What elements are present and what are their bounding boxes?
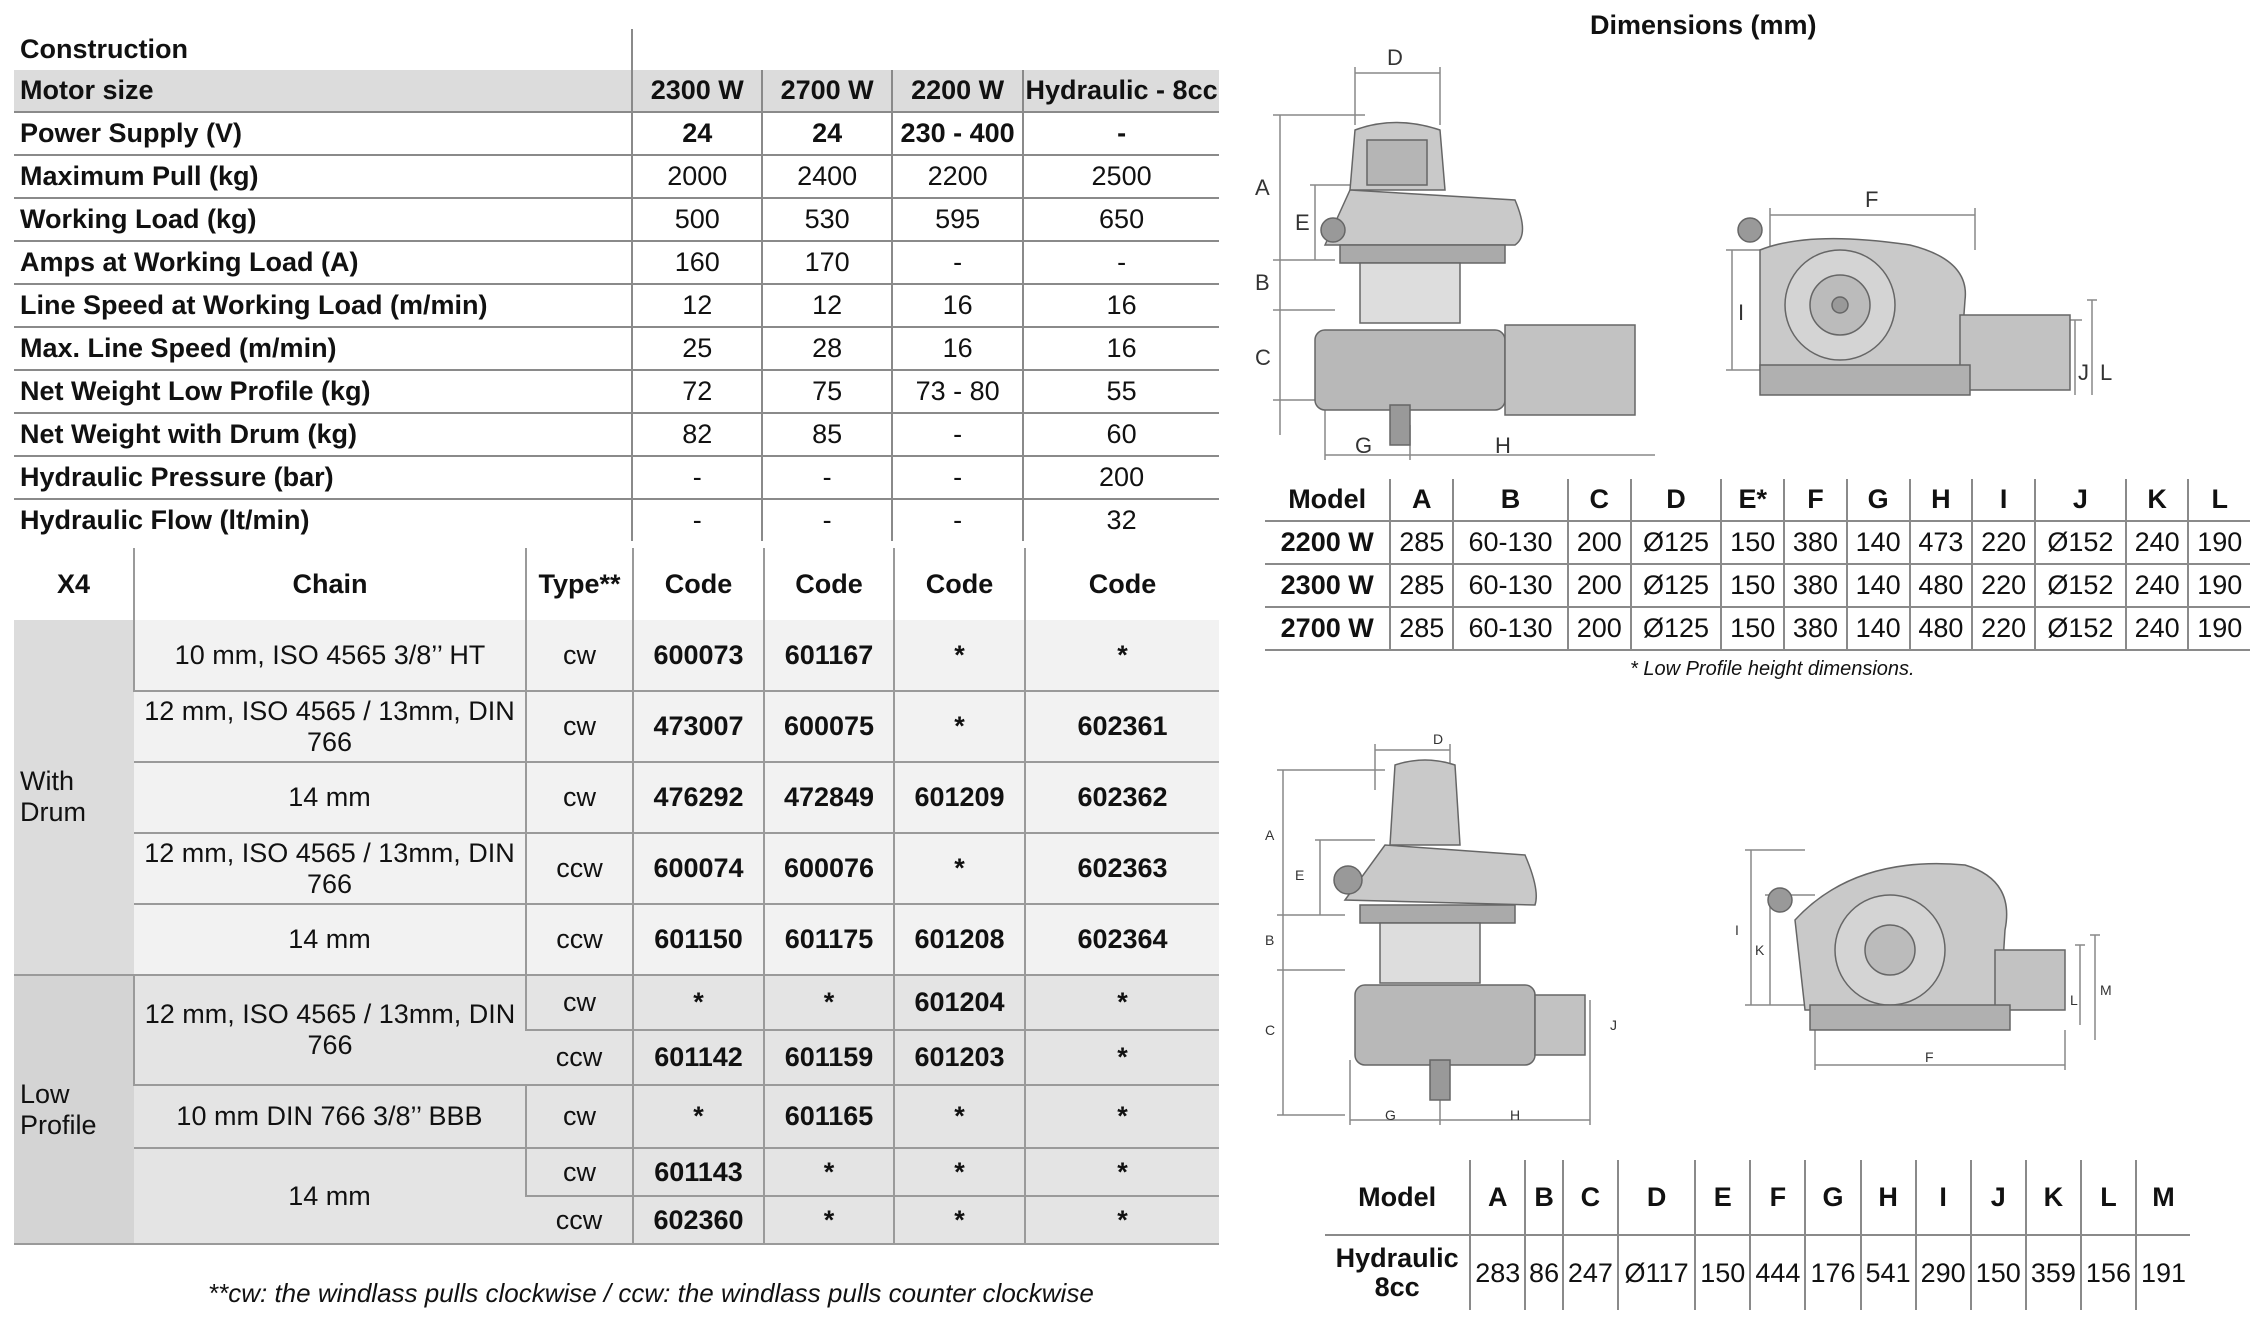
dim-label-c: C [1255,345,1271,370]
spec-row [14,112,1219,155]
dim-header-cell: F [1784,479,1847,521]
dim-cell: 86 [1525,1235,1563,1310]
dim-cell: 190 [2188,564,2250,607]
spec-value: 200 [1023,456,1219,499]
codes-row [14,904,1219,975]
code-cell: 473007 [633,691,764,762]
dim-header-cell: L [2081,1160,2136,1235]
hyd-dim-label-b: B [1265,932,1275,948]
dim-cell: Ø125 [1631,521,1722,564]
dim-cell: 220 [1972,521,2035,564]
dim-cell: 140 [1847,564,1910,607]
dim-header-cell: E* [1721,479,1784,521]
code-cell: 600073 [633,620,764,691]
dim-cell: 2200 W [1265,521,1390,564]
dim-header-cell: D [1618,1160,1695,1235]
spec-value: - [892,456,1023,499]
spec-row-label: Net Weight Low Profile (kg) [14,370,632,413]
code-cell: 601204 [894,975,1025,1030]
chain-cell: 14 mm [134,904,526,975]
dim-cell: Ø152 [2035,564,2126,607]
dim-header-cell: B [1525,1160,1563,1235]
codes-row [14,1148,1219,1196]
dim-header-cell: A [1470,1160,1525,1235]
chain-cell: 10 mm, ISO 4565 3/8’’ HT [134,620,526,691]
code-cell: * [633,1085,764,1148]
dim-header-cell: J [2035,479,2126,521]
hydraulic-windlass-front-drawing [1735,840,2115,1080]
spec-row-label: Max. Line Speed (m/min) [14,327,632,370]
type-cell: cw [526,975,633,1030]
dim-header-cell: F [1750,1160,1805,1235]
spec-value: 28 [762,327,892,370]
spec-value: 530 [762,198,892,241]
spec-value: 16 [1023,284,1219,327]
spec-row [14,327,1219,370]
dim-header-cell: M [2136,1160,2190,1235]
dim-cell: 60-130 [1453,607,1568,650]
spec-value: 85 [762,413,892,456]
dim-header-cell: K [2026,1160,2081,1235]
codes-row [14,762,1219,833]
spec-value: 73 - 80 [892,370,1023,413]
dim-cell: 140 [1847,521,1910,564]
code-cell: * [1025,1196,1219,1244]
dim-cell: 380 [1784,564,1847,607]
spec-value: 650 [1023,198,1219,241]
dim-header-cell: Model [1325,1160,1470,1235]
code-cell: * [894,620,1025,691]
hyd-dim-label-h: H [1510,1107,1521,1123]
spec-row-label: Hydraulic Flow (lt/min) [20,505,310,535]
spec-row [14,456,1219,499]
spec-value: 2300 W [632,70,762,112]
dim-cell: 359 [2026,1235,2081,1310]
dim-header-cell: G [1847,479,1910,521]
code-cell: 601143 [633,1148,764,1196]
dim-cell: Ø125 [1631,607,1722,650]
dim-cell: 285 [1390,521,1453,564]
code-cell: 602362 [1025,762,1219,833]
spec-value: - [632,499,762,541]
dim-cell: Ø125 [1631,564,1722,607]
code-cell: 600074 [633,833,764,904]
spec-row [14,284,1219,327]
dim-header-cell: C [1563,1160,1618,1235]
dim-cell: 60-130 [1453,564,1568,607]
dim-header-cell: I [1916,1160,1971,1235]
spec-row-label: Maximum Pull (kg) [14,155,632,198]
dim-header-cell: H [1861,1160,1916,1235]
spec-value: 160 [632,241,762,284]
dim-cell: 140 [1847,607,1910,650]
hyd-dim-label-a: A [1265,827,1275,843]
code-cell: 601203 [894,1030,1025,1085]
dim-cell: 200 [1568,564,1631,607]
spec-value: 2000 [632,155,762,198]
dim-header-cell: E [1695,1160,1750,1235]
dim-cell: 150 [1721,521,1784,564]
type-cell: ccw [526,904,633,975]
dim-cell: 240 [2126,521,2189,564]
hyd-dim-label-e: E [1295,867,1305,883]
dim-cell: Ø117 [1618,1235,1695,1310]
spec-value: 2200 [892,155,1023,198]
type-cell: cw [526,691,633,762]
type-cell: cw [526,1148,633,1196]
hyd-dim-label-d: D [1433,731,1444,747]
dim-cell: 150 [1971,1235,2026,1310]
code-cell: * [1025,975,1219,1030]
dim-cell: 200 [1568,521,1631,564]
codes-row [14,833,1219,904]
codes-header-row [14,548,1219,620]
type-cell: cw [526,620,633,691]
group-with-drum: With Drum [14,620,134,975]
dim-cell: Ø152 [2035,521,2126,564]
hyd-dim-label-f: F [1925,1049,1934,1065]
spec-row-label: Net Weight with Drum (kg) [14,413,632,456]
spec-row [14,198,1219,241]
spec-value: - [632,456,762,499]
dim-label-f: F [1865,190,1879,212]
dim-label-g: G [1355,433,1373,458]
code-cell: 601159 [764,1030,894,1085]
specifications-table [14,29,1219,541]
code-cell: * [894,1085,1025,1148]
code-cell: * [894,1148,1025,1196]
spec-value: - [892,413,1023,456]
spec-section-label: Construction [20,34,188,64]
spec-row-label: Power Supply (V) [14,112,632,155]
type-cell: ccw [526,1196,633,1244]
dim-cell: 150 [1695,1235,1750,1310]
dim-cell: 191 [2136,1235,2190,1310]
spec-value: 12 [762,284,892,327]
code-cell: * [1025,1148,1219,1196]
group-low-profile: Low Profile [14,975,134,1244]
spec-value: - [892,241,1023,284]
dim-cell: 380 [1784,607,1847,650]
spec-row-label: Amps at Working Load (A) [14,241,632,284]
spec-value: - [892,499,1023,541]
spec-value: 24 [762,112,892,155]
type-cell: cw [526,762,633,833]
chain-cell: 10 mm DIN 766 3/8’’ BBB [134,1085,526,1148]
codes-row [14,691,1219,762]
code-cell: * [633,975,764,1030]
code-cell: 602361 [1025,691,1219,762]
type-cell: cw [526,1085,633,1148]
dim-cell: 290 [1916,1235,1971,1310]
dim-cell: Hydraulic 8cc [1335,1243,1459,1302]
spec-section-row [14,29,1219,70]
code-cell: 601142 [633,1030,764,1085]
spec-value: 16 [892,327,1023,370]
spec-value: 595 [892,198,1023,241]
spec-row-label: Working Load (kg) [14,198,632,241]
dim-cell: 150 [1721,564,1784,607]
spec-value: 72 [632,370,762,413]
dim-cell: 220 [1972,564,2035,607]
spec-row [14,155,1219,198]
dim-cell: 480 [1910,564,1973,607]
code-cell: 602360 [633,1196,764,1244]
codes-header-cell: Code [633,548,764,620]
code-cell: * [894,1196,1025,1244]
dim-cell: 150 [1721,607,1784,650]
spec-value: - [1023,241,1219,284]
dim-header-cell: Model [1265,479,1390,521]
spec-value: - [762,499,892,541]
codes-header-cell: X4 [14,548,134,620]
spec-row [14,241,1219,284]
spec-value: 170 [762,241,892,284]
type-cell: ccw [526,1030,633,1085]
product-codes-table [14,548,1219,1245]
code-cell: 601208 [894,904,1025,975]
code-cell: 601209 [894,762,1025,833]
dim-cell: 240 [2126,607,2189,650]
dim-cell: 190 [2188,521,2250,564]
spec-value: 2700 W [762,70,892,112]
spec-value: Hydraulic - 8cc [1023,70,1219,112]
codes-header-cell: Code [764,548,894,620]
hydraulic-windlass-side-drawing [1265,730,1645,1130]
code-cell: 600076 [764,833,894,904]
spec-row [14,70,1219,112]
code-cell: 601150 [633,904,764,975]
codes-header-cell: Chain [134,548,526,620]
type-footnote: **cw: the windlass pulls clockwise / ccw: the windlass pulls counter clockwise [208,1278,1094,1308]
code-cell: * [894,833,1025,904]
spec-row-label: Hydraulic Pressure (bar) [14,456,632,499]
dim-cell: 285 [1390,607,1453,650]
dim-header-cell: D [1631,479,1722,521]
low-profile-note: * Low Profile height dimensions. [1630,658,1915,680]
dim-cell: 220 [1972,607,2035,650]
codes-header-cell: Code [894,548,1025,620]
spec-value: 75 [762,370,892,413]
chain-cell: 12 mm, ISO 4565 / 13mm, DIN 766 [134,975,526,1085]
dim-header-cell: G [1805,1160,1860,1235]
chain-cell: 14 mm [134,762,526,833]
hyd-dim-header-row [1325,1160,2190,1235]
dim-label-j: J [2078,360,2089,385]
code-cell: 472849 [764,762,894,833]
dim-cell: 200 [1568,607,1631,650]
hydraulic-dimensions-table [1325,1160,2190,1310]
spec-value: 2400 [762,155,892,198]
spec-value: 12 [632,284,762,327]
dim-cell: 247 [1563,1235,1618,1310]
dim-label-e: E [1295,210,1310,235]
spec-row-label: Motor size [14,70,632,112]
spec-value: 16 [1023,327,1219,370]
dim-header-cell: C [1568,479,1631,521]
hyd-dim-label-l: L [2070,992,2078,1008]
codes-header-cell: Code [1025,548,1219,620]
code-cell: 602364 [1025,904,1219,975]
dim-cell: 444 [1750,1235,1805,1310]
hyd-dim-label-g: G [1385,1107,1396,1123]
dim-cell: 2700 W [1265,607,1390,650]
code-cell: * [764,1196,894,1244]
spec-value: 2200 W [892,70,1023,112]
dim-header-cell: A [1390,479,1453,521]
dim-label-a: A [1255,175,1270,200]
spec-value: 16 [892,284,1023,327]
spec-value: - [762,456,892,499]
dim-cell: 473 [1910,521,1973,564]
code-cell: 602363 [1025,833,1219,904]
code-cell: * [894,691,1025,762]
dim-row [1265,607,2250,650]
dim-label-l: L [2100,360,2113,385]
spec-value: 25 [632,327,762,370]
spec-value: 24 [632,112,762,155]
dim-header-cell: K [2126,479,2189,521]
spec-value: 2500 [1023,155,1219,198]
dim-header-cell: I [1972,479,2035,521]
code-cell: * [764,975,894,1030]
dimensions-title: Dimensions (mm) [1590,10,1817,40]
dim-cell: 283 [1470,1235,1525,1310]
spec-row-label: Line Speed at Working Load (m/min) [14,284,632,327]
spec-row [14,499,1219,541]
codes-header-cell: Type** [526,548,633,620]
dim-label-i: I [1738,300,1745,325]
dim-cell: 176 [1805,1235,1860,1310]
dim-cell: 190 [2188,607,2250,650]
dim-header-row [1265,479,2250,521]
dim-header-cell: L [2188,479,2250,521]
dim-header-cell: J [1971,1160,2026,1235]
spec-value: 230 - 400 [892,112,1023,155]
spec-value: 82 [632,413,762,456]
chain-cell: 12 mm, ISO 4565 / 13mm, DIN 766 [134,691,526,762]
dim-label-h: H [1495,433,1511,458]
spec-value: - [1023,112,1219,155]
dim-row [1265,521,2250,564]
electric-windlass-side-drawing [1255,45,1655,465]
code-cell: 600075 [764,691,894,762]
hyd-dim-label-i: I [1735,922,1739,938]
codes-row [14,975,1219,1030]
dim-cell: 2300 W [1265,564,1390,607]
hyd-dim-label-j: J [1610,1017,1617,1033]
code-cell: 476292 [633,762,764,833]
code-cell: 601165 [764,1085,894,1148]
spec-value: 500 [632,198,762,241]
chain-cell: 12 mm, ISO 4565 / 13mm, DIN 766 [134,833,526,904]
spec-value: 60 [1023,413,1219,456]
codes-row [14,1085,1219,1148]
hyd-dim-label-c: C [1265,1022,1276,1038]
code-cell: * [1025,620,1219,691]
dim-header-cell: H [1910,479,1973,521]
dim-cell: 285 [1390,564,1453,607]
spec-section-spacer [632,29,1219,70]
dim-cell: 240 [2126,564,2189,607]
dim-cell: 380 [1784,521,1847,564]
dim-cell: 541 [1861,1235,1916,1310]
chain-cell: 14 mm [134,1148,526,1244]
hyd-dim-label-m: M [2100,982,2112,998]
hyd-dim-row [1325,1235,2190,1310]
spec-value: 32 [1023,499,1219,541]
electric-dimensions-table [1265,479,2250,651]
type-cell: ccw [526,833,633,904]
dim-label-b: B [1255,270,1270,295]
hyd-dim-label-k: K [1755,942,1765,958]
spec-value: 55 [1023,370,1219,413]
dim-label-d: D [1387,45,1403,70]
spec-row [14,413,1219,456]
spec-row [14,370,1219,413]
dim-cell: 156 [2081,1235,2136,1310]
code-cell: * [1025,1030,1219,1085]
dim-cell: Ø152 [2035,607,2126,650]
dim-cell: 480 [1910,607,1973,650]
dim-cell: 60-130 [1453,521,1568,564]
code-cell: 601175 [764,904,894,975]
dim-row [1265,564,2250,607]
code-cell: 601167 [764,620,894,691]
code-cell: * [764,1148,894,1196]
electric-windlass-front-drawing [1720,190,2130,420]
code-cell: * [1025,1085,1219,1148]
codes-row [14,620,1219,691]
dim-header-cell: B [1453,479,1568,521]
